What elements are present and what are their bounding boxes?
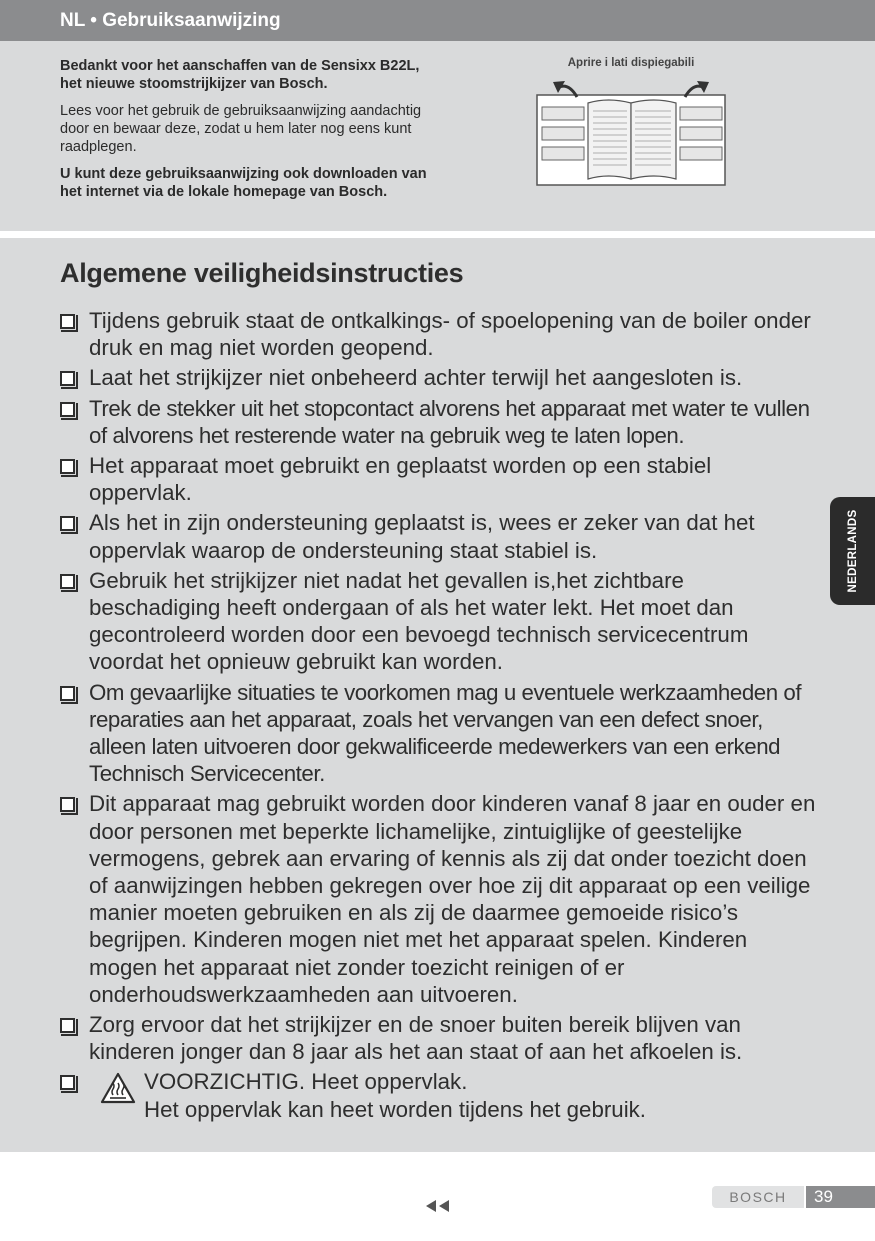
- safety-section: [0, 238, 875, 1152]
- intro-read-note: Lees voor het gebruik de gebruiksaanwijzing aandachtig door en bewaar deze, zodat u hem later nog eens kunt raadplegen.: [60, 103, 422, 155]
- intro-text: [60, 57, 440, 210]
- caution-line-2: Het oppervlak kan heet worden tijdens het gebruik.: [144, 1096, 646, 1122]
- list-item-text: Tijdens gebruik staat de ontkalkings- of spoelopening van de boiler onder druk en mag niet worden geopend.: [89, 308, 811, 361]
- open-book-illustration: [533, 55, 733, 195]
- previous-page-icon[interactable]: [424, 1198, 452, 1214]
- checkbox-bullet-icon: [60, 1018, 75, 1033]
- intro-download-note: U kunt deze gebruiksaanwijzing ook downloaden van het internet via de lokale homepage van Bosch.: [60, 166, 427, 200]
- hot-surface-warning-icon: [100, 1072, 136, 1104]
- checkbox-bullet-icon: [60, 797, 75, 812]
- list-item: [60, 395, 820, 449]
- side-tab-label: NEDERLANDS: [846, 509, 859, 593]
- intro-thanks: Bedankt voor het aanschaffen van de Sensixx B22L, het nieuwe stoomstrijkijzer van Bosch.: [60, 58, 420, 92]
- list-item: [60, 307, 820, 361]
- caution-line-1: VOORZICHTIG. Heet oppervlak.: [144, 1069, 468, 1095]
- checkbox-bullet-icon: [60, 371, 75, 386]
- footer-brand: BOSCH: [712, 1186, 804, 1208]
- list-item-text: Het apparaat moet gebruikt en geplaatst worden op een stabiel oppervlak.: [89, 453, 712, 506]
- list-item-text: Om gevaarlijke situaties te voorkomen mag u eventuele werkzaamheden of reparaties aan het apparaat, zoals het vervangen van een defect snoer, alleen laten uitvoeren door gekwalificeerde medewerkers van een erkend Technisch Servicecenter.: [89, 679, 802, 787]
- language-side-tab: [830, 497, 875, 605]
- fold-out-figure: [533, 55, 733, 195]
- list-item: [60, 567, 820, 676]
- intro-panel: [0, 41, 875, 231]
- list-item: [60, 679, 820, 788]
- list-item: [60, 509, 820, 563]
- checkbox-bullet-icon: [60, 574, 75, 589]
- list-item-text: Zorg ervoor dat het strijkijzer en de snoer buiten bereik blijven van kinderen jonger dan 8 jaar als het aan staat of aan het afkoelen is.: [89, 1012, 743, 1065]
- list-item-text: Gebruik het strijkijzer niet nadat het gevallen is,het zichtbare beschadiging heeft ondergaan of als het water lekt. Het moet dan gecontroleerd worden door een bevoegd technisch servicecentrum voordat het opnieuw gebruikt kan worden.: [89, 567, 749, 675]
- section-title: Algemene veiligheidsinstructies: [60, 258, 464, 288]
- safety-list: [60, 307, 820, 1126]
- list-item-text: Als het in zijn ondersteuning geplaatst is, wees er zeker van dat het oppervlak waarop de ondersteuning staat stabiel is.: [89, 510, 755, 563]
- checkbox-bullet-icon: [60, 1075, 75, 1090]
- caution-item: [60, 1068, 820, 1122]
- list-item-text: Dit apparaat mag gebruikt worden door kinderen vanaf 8 jaar en ouder en door personen met beperkte lichamelijke, zintuiglijke of geestelijke vermogens, gebrek aan ervaring of kennis als zij dat onder toezicht doen of aanwijzingen hebben gekregen over hoe zij dit apparaat op een veilige manier moeten gebruiken en als zij de daarmee gemoeide risico’s begrijpen. Kinderen mogen niet met het apparaat spelen. Kinderen mogen het apparaat niet zonder toezicht reinigen of er onderhoudswerkzaamheden aan uitvoeren.: [89, 791, 816, 1007]
- list-item: [60, 790, 820, 1008]
- list-item: [60, 1011, 820, 1065]
- checkbox-bullet-icon: [60, 314, 75, 329]
- figure-caption: Aprire i lati dispiegabili: [567, 57, 695, 69]
- header-title: NL • Gebruiksaanwijzing: [60, 10, 281, 31]
- list-item-text: Trek de stekker uit het stopcontact alvorens het apparaat met water te vullen of alvorens het resterende water na gebruik weg te laten lopen.: [89, 395, 810, 448]
- page-number: 39: [806, 1186, 875, 1208]
- checkbox-bullet-icon: [60, 459, 75, 474]
- list-item: [60, 452, 820, 506]
- list-item: [60, 364, 820, 391]
- header-bar: [0, 0, 875, 41]
- checkbox-bullet-icon: [60, 516, 75, 531]
- list-item-text: Laat het strijkijzer niet onbeheerd achter terwijl het aangesloten is.: [89, 365, 743, 391]
- checkbox-bullet-icon: [60, 686, 75, 701]
- checkbox-bullet-icon: [60, 402, 75, 417]
